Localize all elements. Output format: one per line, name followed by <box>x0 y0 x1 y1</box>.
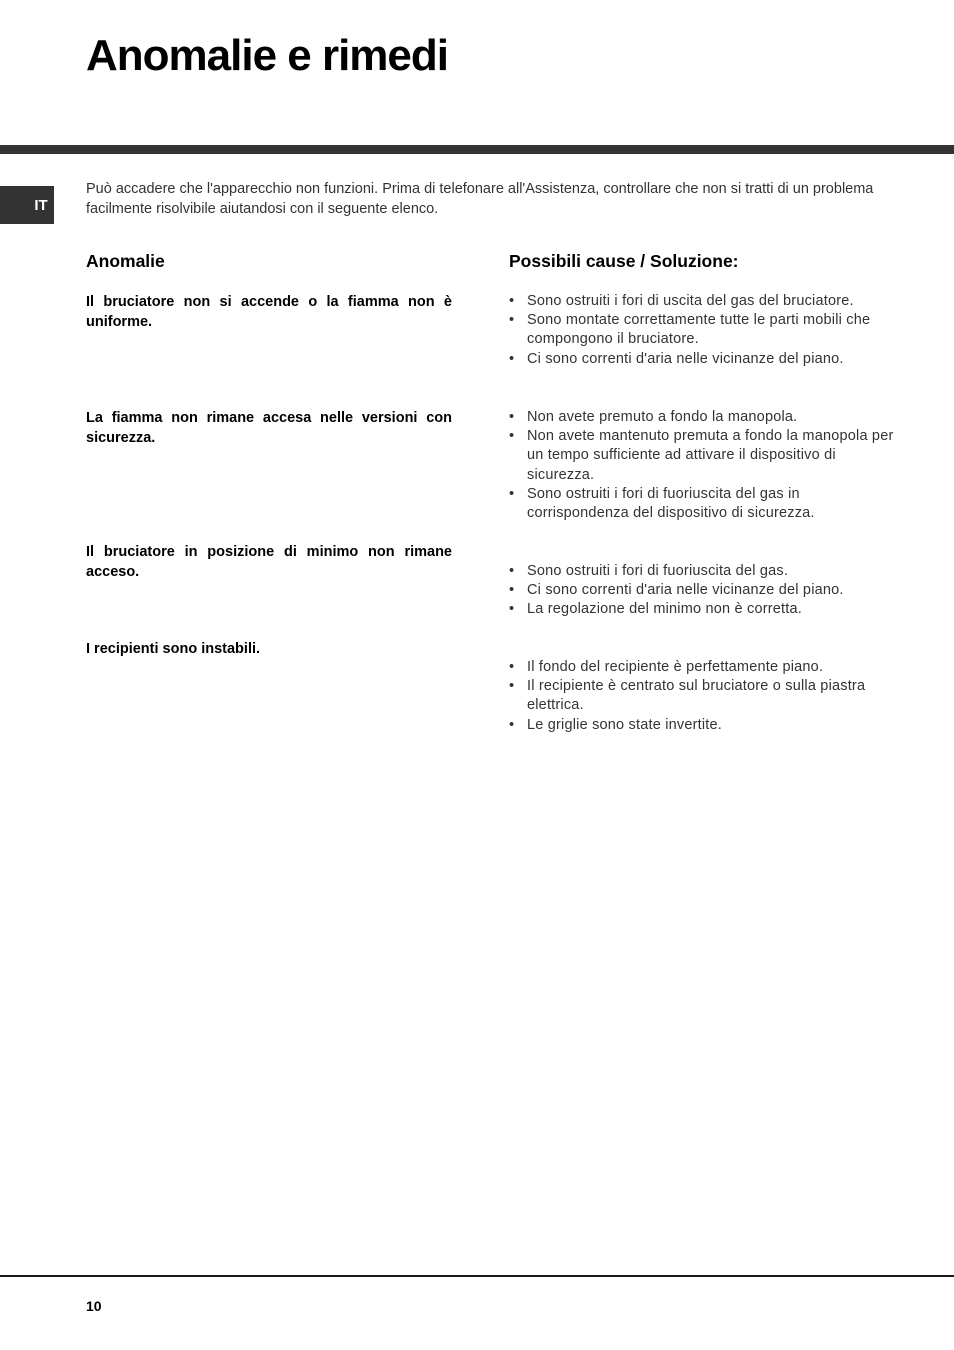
language-tab: IT <box>0 186 54 224</box>
bullet-icon: • <box>509 659 515 675</box>
solution-text: Sono montate correttamente tutte le parti mobili che compongono il bruciatore. <box>527 312 871 348</box>
header-divider <box>0 145 954 154</box>
problem-text: I recipienti sono instabili. <box>86 641 261 657</box>
solution-text: Non avete premuto a fondo la manopola. <box>527 409 798 425</box>
solution-text: Il recipiente è centrato sul bruciatore o sulla piastra elettrica. <box>527 678 866 714</box>
solution-item <box>509 677 899 715</box>
bullet-icon: • <box>509 409 515 425</box>
solution-text: Sono ostruiti i fori di fuoriuscita del gas. <box>527 563 789 579</box>
solution-text: Non avete mantenuto premuta a fondo la manopola per un tempo sufficiente ad attivare il dispositivo di sicurezza. <box>527 428 894 483</box>
solution-item <box>509 562 899 581</box>
solution-list <box>509 292 899 369</box>
solution-item <box>509 408 899 427</box>
problem-text: La fiamma non rimane accesa nelle versioni con sicurezza. <box>86 410 452 446</box>
solution-item <box>509 716 899 735</box>
solution-text: Il fondo del recipiente è perfettamente piano. <box>527 659 824 675</box>
bullet-icon: • <box>509 428 515 445</box>
solution-item <box>509 292 899 311</box>
page-title: Anomalie e rimedi <box>86 31 449 80</box>
solution-list <box>509 658 899 735</box>
page-number: 10 <box>86 1298 102 1314</box>
solution-text: Sono ostruiti i fori di uscita del gas del bruciatore. <box>527 293 854 309</box>
bullet-icon: • <box>509 293 515 309</box>
solutions-column-heading: Possibili cause / Soluzione: <box>509 251 739 271</box>
bullet-icon: • <box>509 563 515 579</box>
solution-text: Le griglie sono state invertite. <box>527 716 723 733</box>
bullet-icon: • <box>509 716 515 733</box>
bullet-icon: • <box>509 678 515 695</box>
intro-paragraph: Può accadere che l'apparecchio non funzioni. Prima di telefonare all'Assistenza, controllare che non si tratti di un problema facilmente risolvibile aiutandosi con il seguente elenco. <box>86 181 874 217</box>
solution-text: La regolazione del minimo non è corretta. <box>527 601 802 618</box>
solution-item <box>509 600 899 619</box>
bullet-icon: • <box>509 312 515 329</box>
solution-item <box>509 427 899 485</box>
problem-text: Il bruciatore non si accende o la fiamma non è uniforme. <box>86 294 452 330</box>
solution-list <box>509 408 899 523</box>
solution-item <box>509 658 899 677</box>
solution-text: Ci sono correnti d'aria nelle vicinanze del piano. <box>527 350 844 367</box>
solution-list <box>509 562 899 620</box>
anomalies-column-heading: Anomalie <box>86 251 165 271</box>
bullet-icon: • <box>509 485 515 502</box>
solution-text: Sono ostruiti i fori di fuoriuscita del gas in corrispondenza del dispositivo di sicurezza. <box>527 485 815 522</box>
bullet-icon: • <box>509 350 515 367</box>
bullet-icon: • <box>509 601 515 618</box>
solution-item <box>509 350 899 369</box>
solution-item <box>509 485 899 523</box>
solution-text: Ci sono correnti d'aria nelle vicinanze del piano. <box>527 582 844 599</box>
bullet-icon: • <box>509 582 515 599</box>
solution-item <box>509 311 899 349</box>
problem-text: Il bruciatore in posizione di minimo non rimane acceso. <box>86 544 452 580</box>
solution-item <box>509 581 899 600</box>
footer-divider <box>0 1275 954 1277</box>
